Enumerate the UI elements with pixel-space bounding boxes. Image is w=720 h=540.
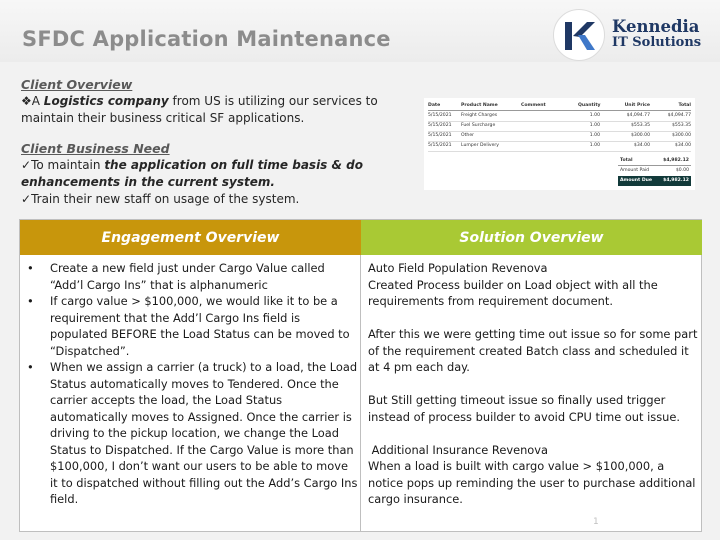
invoice-due-label: Amount Due [620,178,653,183]
company-logo [553,9,715,61]
client-overview-section [21,76,416,208]
invoice-cell-quantity: 1.00 [589,143,600,148]
solution-text [368,260,698,508]
invoice-header-quantity: Quantity [578,103,601,108]
client-need-item-1 [21,157,416,191]
engagement-list-item: • If cargo value > $100,000, we would like it to be a requirement that the Add’l Cargo Ins field is populated BEFORE the Load Status can be moved to “Dispatched”. [24,293,358,359]
solution-p3: But Still getting timeout issue so finally used trigger instead of process builder to avoid CPU time out issue. [368,393,680,424]
invoice-row [428,132,691,142]
invoice-row [428,112,691,122]
invoice-cell-product: Lumper Delivery [461,143,500,148]
client-overview-rest: from US is utilizing our services to maintain their business critical SF applications. [21,94,378,125]
engagement-list-item: • Create a new field just under Cargo Value called “Add’l Cargo Ins” that is alphanumeric [24,260,358,293]
invoice-total-label: Total [620,158,633,163]
invoice-cell-product: Fuel Surcharge [461,123,496,128]
invoice-cell-total: $553.35 [672,123,691,128]
client-need-heading: Client Business Need [21,141,170,156]
check-icon: ✓ [21,192,32,206]
invoice-header-unit-price: Unit Price [624,103,650,108]
client-overview-lead: A [31,94,44,108]
diamond-bullet-icon: ❖ [21,94,32,108]
invoice-paid-label: Amount Paid [620,168,650,173]
engagement-list-item: • When we assign a carrier (a truck) to a load, the Load Status automatically moves to Tendered. Once the carrier accepts the load, the Load Status automatically moves to Assigned. Once the carrier is driving to the pickup location, we change the Load Status to Dispatched. If the Cargo Value is more than $100,000, I don’t want our users to be able to move it to dispatched without filling out the Add’s Cargo Ins field. [24,359,358,508]
invoice-cell-quantity: 1.00 [589,113,600,118]
client-need-item-2 [21,191,416,208]
invoice-header-total: Total [678,103,691,108]
logo-emblem [553,9,605,61]
invoice-cell-total: $34.00 [674,143,691,148]
invoice-cell-unit-price: $553.35 [631,123,650,128]
check-icon: ✓ [21,158,32,172]
invoice-row [428,122,691,132]
invoice-cell-quantity: 1.00 [589,133,600,138]
page-number: 1 [593,517,599,527]
invoice-cell-unit-price: $300.00 [631,133,650,138]
invoice-screenshot [424,98,695,190]
solution-p1-title: Auto Field Population Revenova [368,261,548,275]
logo-name: Kennedia [612,17,700,36]
engagement-overview-cell [20,255,361,532]
solution-overview-cell [361,255,702,532]
invoice-header-product: Product Name [461,103,498,108]
invoice-due-row [618,176,691,186]
invoice-cell-date: 5/15/2021 [428,113,452,118]
invoice-due-value: $4,982.12 [663,178,689,183]
invoice-cell-product: Freight Charges [461,113,498,118]
client-overview-heading: Client Overview [21,77,133,92]
invoice-total-row [618,156,691,166]
client-need-item-1-emphasis: the application on full time basis & do enhancements in the current system. [21,158,363,189]
logo-k-icon [554,10,606,62]
invoice-cell-unit-price: $34.00 [633,143,650,148]
invoice-header-date: Date [428,103,441,108]
solution-p4-title: Additional Insurance Revenova [368,442,548,457]
invoice-cell-quantity: 1.00 [589,123,600,128]
solution-p2: After this we were getting time out issue so for some part of the requirement created Batch class and scheduled it at 4 pm each day. [368,327,698,374]
invoice-paid-row [618,166,691,176]
invoice-cell-date: 5/15/2021 [428,143,452,148]
invoice-header-comment: Comment [521,103,546,108]
invoice-cell-total: $4,094.77 [667,113,691,118]
solution-p4-text: When a load is built with cargo value > $100,000, a notice pops up reminding the user to purchase additional cargo insurance. [368,459,696,506]
client-overview-emphasis: Logistics company [43,94,169,108]
invoice-header-row [428,102,691,111]
client-overview-text [21,93,416,127]
engagement-list [24,260,358,508]
invoice-cell-product: Other [461,133,475,138]
solution-p1-text: Created Process builder on Load object with all the requirements from requirement document. [368,277,658,308]
invoice-cell-date: 5/15/2021 [428,123,452,128]
invoice-total-value: $4,982.12 [663,158,689,163]
invoice-paid-value: $0.00 [675,168,689,173]
client-need-item-1-lead: To maintain [31,158,105,172]
logo-tagline: IT Solutions [612,35,702,50]
invoice-row [428,142,691,152]
invoice-cell-unit-price: $4,094.77 [626,113,650,118]
client-need-item-2-text: Train their new staff on usage of the system. [31,192,300,206]
overview-table [19,219,702,532]
slide-title: SFDC Application Maintenance [22,27,391,51]
engagement-overview-heading: Engagement Overview [20,220,361,255]
invoice-cell-total: $300.00 [672,133,691,138]
solution-overview-heading: Solution Overview [361,220,702,255]
invoice-cell-date: 5/15/2021 [428,133,452,138]
